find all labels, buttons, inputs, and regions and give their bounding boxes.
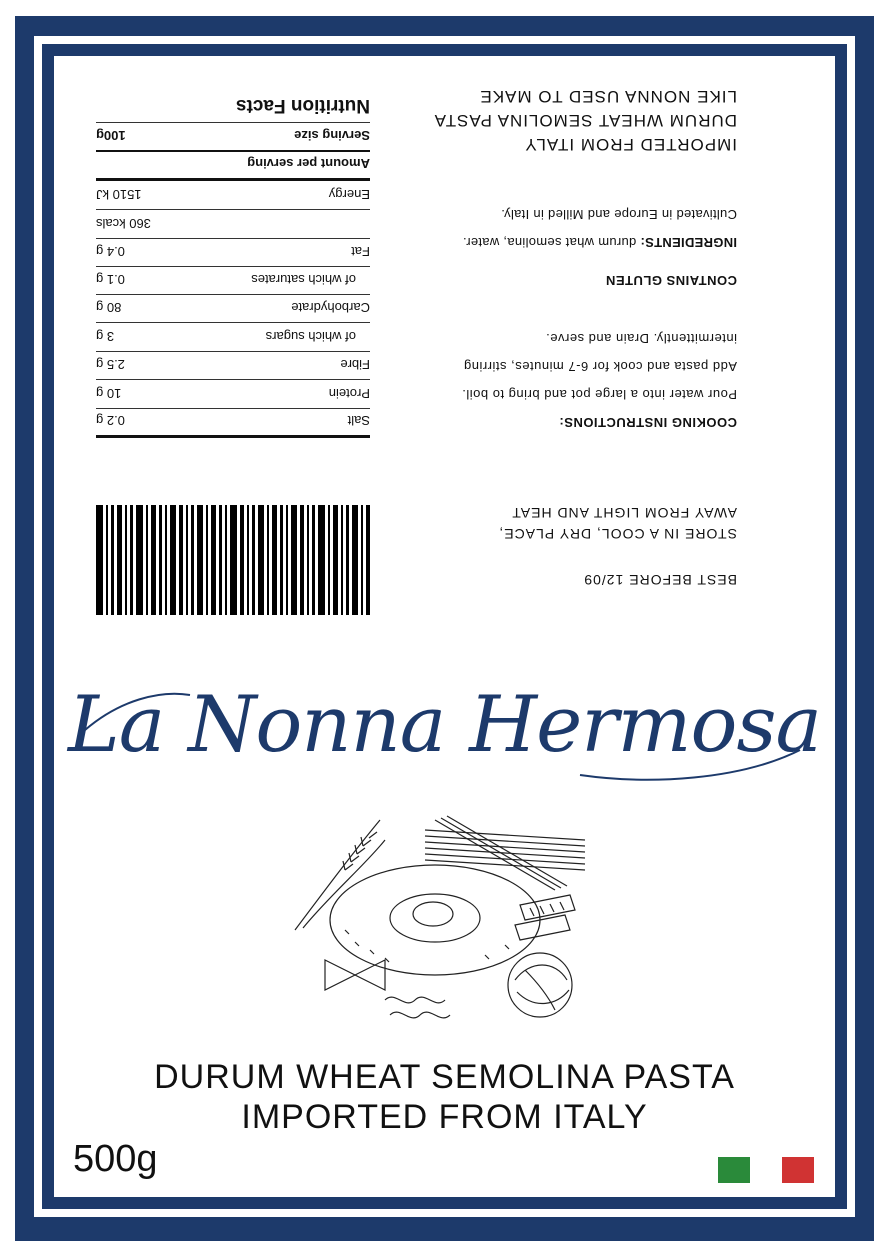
barcode-icon	[96, 505, 370, 615]
cooking-line-2: Add pasta and cook for 6-7 minutes, stirring	[463, 359, 737, 374]
ingredients-label: INGREDIENTS:	[640, 235, 737, 250]
nutrition-amount-header: Amount per serving	[96, 150, 370, 181]
back-panel	[54, 56, 835, 616]
nutrition-row-energy: Energy 1510 kJ	[96, 181, 370, 210]
nutrition-row-salt: Salt 0.2 g	[96, 407, 370, 438]
allergen-notice: CONTAINS GLUTEN	[605, 273, 737, 288]
storage-instructions	[437, 502, 737, 544]
imported-line-2: DURUM WHEAT SEMOLINA PASTA	[433, 111, 737, 130]
nutrition-serving-size: Serving size 100g	[96, 122, 370, 152]
pasta-illustration	[285, 810, 605, 1035]
logo-flourish	[0, 670, 889, 800]
net-weight: 500g	[73, 1138, 158, 1180]
storage-line-1: STORE IN A COOL, DRY PLACE,	[498, 526, 737, 542]
flag-red-stripe	[782, 1157, 814, 1183]
cooking-line-1: Pour water into a large pot and bring to boil.	[461, 387, 737, 402]
ingredients-origin: Cultivated in Europe and Milled in Italy.	[500, 207, 737, 222]
imported-line-1: IMPORTED FROM ITALY	[524, 135, 737, 154]
best-before: BEST BEFORE 12/09	[583, 572, 737, 588]
cooking-title: COOKING INSTRUCTIONS:	[558, 415, 737, 430]
nutrition-row-carbohydrate: Carbohydrate 80 g	[96, 294, 370, 323]
nutrition-row-saturates: of which saturates 0.1 g	[96, 266, 370, 295]
ingredients-text: durum what semolina, water.	[462, 235, 641, 250]
nutrition-row-fibre: Fibre 2.5 g	[96, 351, 370, 380]
flag-green-stripe	[718, 1157, 750, 1183]
storage-line-2: AWAY FROM LIGHT AND HEAT	[511, 505, 737, 521]
product-name-line-1: DURUM WHEAT SEMOLINA PASTA	[154, 1058, 735, 1096]
nutrition-row-kcals: 360 kcals	[96, 210, 370, 239]
nutrition-row-sugars: of which sugars 3 g	[96, 323, 370, 352]
imported-block	[407, 84, 737, 156]
nutrition-row-fat: Fat 0.4 g	[96, 238, 370, 267]
nutrition-row-protein: Protein 10 g	[96, 380, 370, 409]
brand-logo: La Nonna Hermosa	[68, 680, 821, 770]
nutrition-title: Nutrition Facts	[235, 95, 370, 116]
cooking-instructions	[377, 324, 737, 408]
cooking-line-3: intermittently. Drain and serve.	[545, 331, 737, 346]
imported-line-3: LIKE NONNA USED TO MAKE	[479, 87, 737, 106]
nutrition-divider	[96, 122, 370, 123]
ingredients	[377, 200, 737, 256]
product-name-line-2: IMPORTED FROM ITALY	[241, 1098, 648, 1136]
